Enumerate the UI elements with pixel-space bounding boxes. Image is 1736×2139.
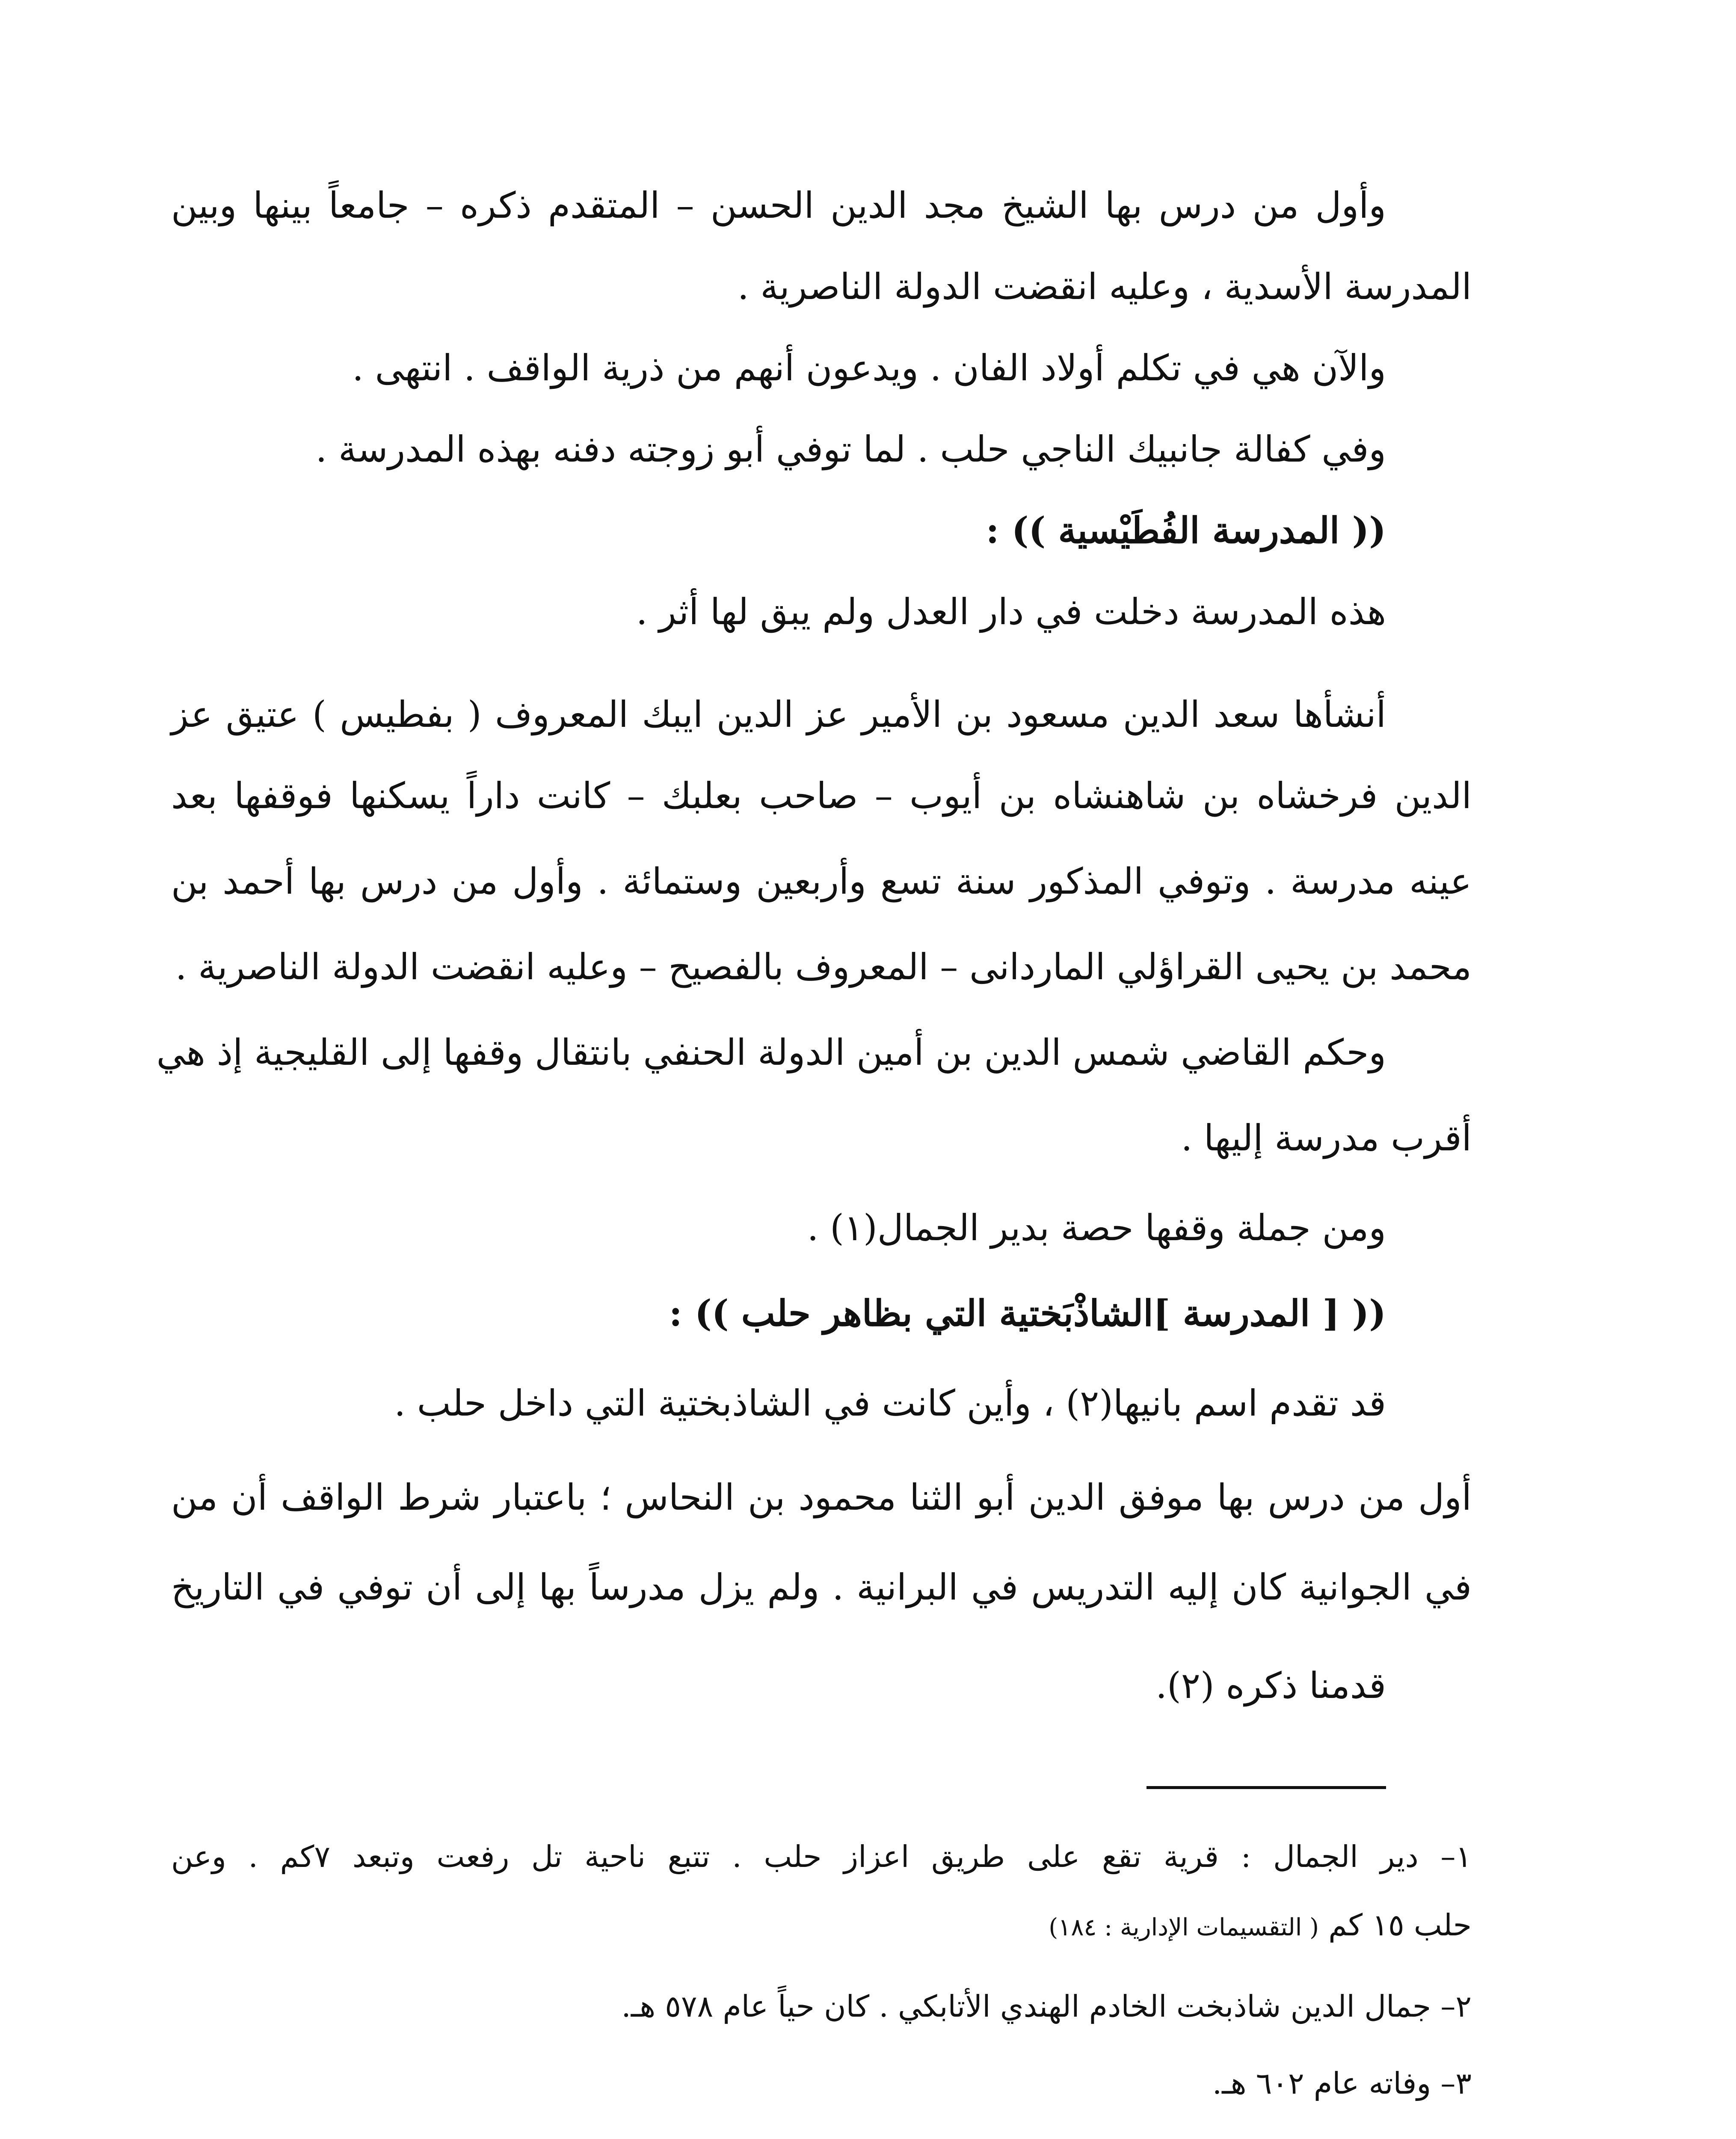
footnote-2: ٢– جمال الدين شاذبخت الخادم الهندي الأتابكي . كان حياً عام ٥٧٨ هـ.	[621, 1989, 1472, 2024]
text-line: وفي كفالة جانبيك الناجي حلب . لما توفي أبو زوجته دفنه بهذه المدرسة .	[315, 428, 1386, 470]
footnote-1-source: ( التقسيمات الإدارية : ١٨٤)	[1049, 1914, 1319, 1941]
footnote-divider	[1146, 1786, 1386, 1789]
text-line: وحكم القاضي شمس الدين بن أمين الدولة الحنفي بانتقال وقفها إلى القليجية إذ هي	[156, 1031, 1386, 1073]
text-line: قدمنا ذكره (٢).	[1155, 1665, 1386, 1706]
text-line: قد تقدم اسم بانيها(٢) ، وأين كانت في الشاذبختية التي داخل حلب .	[394, 1382, 1386, 1424]
footnote-3: ٣– وفاته عام ٦٠٢ هـ.	[1212, 2066, 1472, 2101]
text-line: هذه المدرسة دخلت في دار العدل ولم يبق لها أثر .	[636, 591, 1386, 633]
text-line: وأول من درس بها الشيخ مجد الدين الحسن – المتقدم ذكره – جامعاً بينها وبين	[171, 184, 1386, 226]
text-line: في الجوانية كان إليه التدريس في البرانية . ولم يزل مدرساً بها إلى أن توفي في التاريخ	[171, 1566, 1472, 1608]
text-line: الدين فرخشاه بن شاهنشاه بن أيوب – صاحب بعلبك – كانت داراً يسكنها فوقفها بعد	[171, 775, 1472, 817]
text-line: أقرب مدرسة إليها .	[1181, 1117, 1472, 1159]
section-heading-shadhbakhtiyya: (( [ المدرسة ]الشاذْبَختية التي بظاهر حلب )) :	[669, 1292, 1386, 1334]
text-line: ومن جملة وقفها حصة بدير الجمال(١) .	[807, 1207, 1386, 1249]
text-line: المدرسة الأسدية ، وعليه انقضت الدولة الناصرية .	[737, 266, 1472, 308]
text-line: عينه مدرسة . وتوفي المذكور سنة تسع وأربعين وستمائة . وأول من درس بها أحمد بن	[171, 860, 1472, 902]
section-heading-futaysiyya: (( المدرسة الفُطَيْسية )) :	[986, 509, 1386, 551]
footnote-1: ١– دير الجمال : قرية تقع على طريق اعزاز حلب . تتبع ناحية تل رفعت وتبعد ٧كم . وعن	[171, 1839, 1472, 1874]
text-line: أول من درس بها موفق الدين أبو الثنا محمود بن النحاس ؛ باعتبار شرط الواقف أن من	[171, 1476, 1472, 1518]
footnote-1-text: حلب ١٥ كم	[1328, 1908, 1472, 1943]
text-line: محمد بن يحيى القراؤلي الماردانى – المعروف بالفصيح – وعليه انقضت الدولة الناصرية .	[175, 946, 1472, 988]
text-line: أنشأها سعد الدين مسعود بن الأمير عز الدين ايبك المعروف ( بفطيس ) عتيق عز	[171, 693, 1386, 735]
footnote-1-continued	[171, 1904, 1472, 1951]
text-line: والآن هي في تكلم أولاد الفان . ويدعون أنهم من ذرية الواقف . انتهى .	[352, 347, 1386, 389]
